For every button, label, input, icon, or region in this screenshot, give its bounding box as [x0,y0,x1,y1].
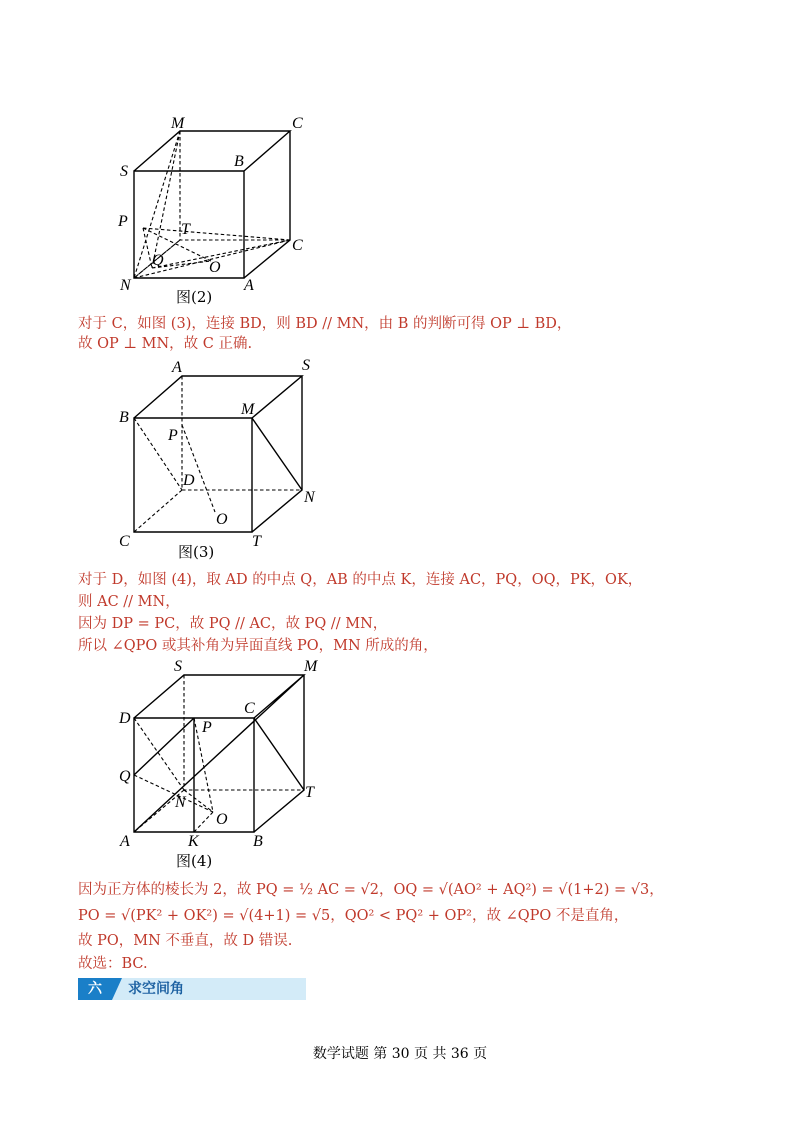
fig4-label-Q: Q [119,768,131,785]
section-header [78,978,306,1000]
fig2-label-T: T [181,221,190,238]
fig2-label-S: S [120,163,128,180]
section-title: 求空间角 [128,981,184,997]
section-number: 六 [78,978,112,1000]
text-line-8: PO = √(PK² + OK²) = √(4+1) = √5，QO² < PQ² + OP²，故 ∠QPO 不是直角， [78,908,629,924]
fig2-label-C-top: C [292,115,303,132]
fig2-label-N: N [120,277,131,294]
text-line-9: 故 PO，MN 不垂直，故 D 错误. [78,933,293,949]
fig3-label-P: P [168,427,178,444]
fig4-label-D: D [119,710,131,727]
fig4-label-M: M [304,658,318,675]
fig3-caption: 图(3) [178,543,215,561]
fig4-label-K: K [188,833,199,850]
text-line-7: 因为正方体的棱长为 2，故 PQ = ½ AC = √2，OQ = √(AO² + AQ²) = √(1+2) = √3， [78,882,664,898]
text-line-1: 对于 C，如图 (3)，连接 BD，则 BD // MN，由 B 的判断可得 OP ⊥ BD， [78,316,572,332]
fig4-label-C: C [244,700,255,717]
fig4-label-O: O [216,811,228,828]
fig2-label-B: B [234,153,244,170]
fig4-label-B: B [253,833,263,850]
fig4-label-S: S [174,658,182,675]
fig3-label-M: M [241,401,255,418]
fig4-label-N: N [175,794,186,811]
fig3-label-T: T [252,533,261,550]
fig2-label-Q: Q [152,252,164,269]
fig3-label-S: S [302,357,310,374]
fig3-label-N: N [304,489,315,506]
fig4-label-T: T [305,784,314,801]
text-line-6: 所以 ∠QPO 或其补角为异面直线 PO，MN 所成的角， [78,638,438,654]
text-line-4: 则 AC // MN， [78,594,180,610]
fig3-label-C: C [119,533,130,550]
fig2-label-M: M [171,115,185,132]
fig2-label-A: A [244,277,254,294]
page-footer: 数学试题 第 30 页 共 36 页 [312,1046,488,1062]
fig4-label-A: A [120,833,130,850]
text-line-2: 故 OP ⊥ MN，故 C 正确. [78,336,253,352]
fig3-label-D: D [183,472,195,489]
fig2-caption: 图(2) [176,288,213,306]
text-line-5: 因为 DP = PC，故 PQ // AC，故 PQ // MN， [78,616,388,632]
text-line-10: 故选：BC. [78,956,148,972]
fig2-label-C-mid: C [292,237,303,254]
fig3-label-A: A [172,359,182,376]
fig3-label-B: B [119,409,129,426]
fig4-label-P: P [202,719,212,736]
fig2-label-O: O [209,259,221,276]
text-line-3: 对于 D，如图 (4)，取 AD 的中点 Q，AB 的中点 K，连接 AC，PQ，OQ，PK，OK， [78,572,643,588]
fig2-label-P: P [118,213,128,230]
fig4-caption: 图(4) [176,852,213,870]
fig3-label-O: O [216,511,228,528]
